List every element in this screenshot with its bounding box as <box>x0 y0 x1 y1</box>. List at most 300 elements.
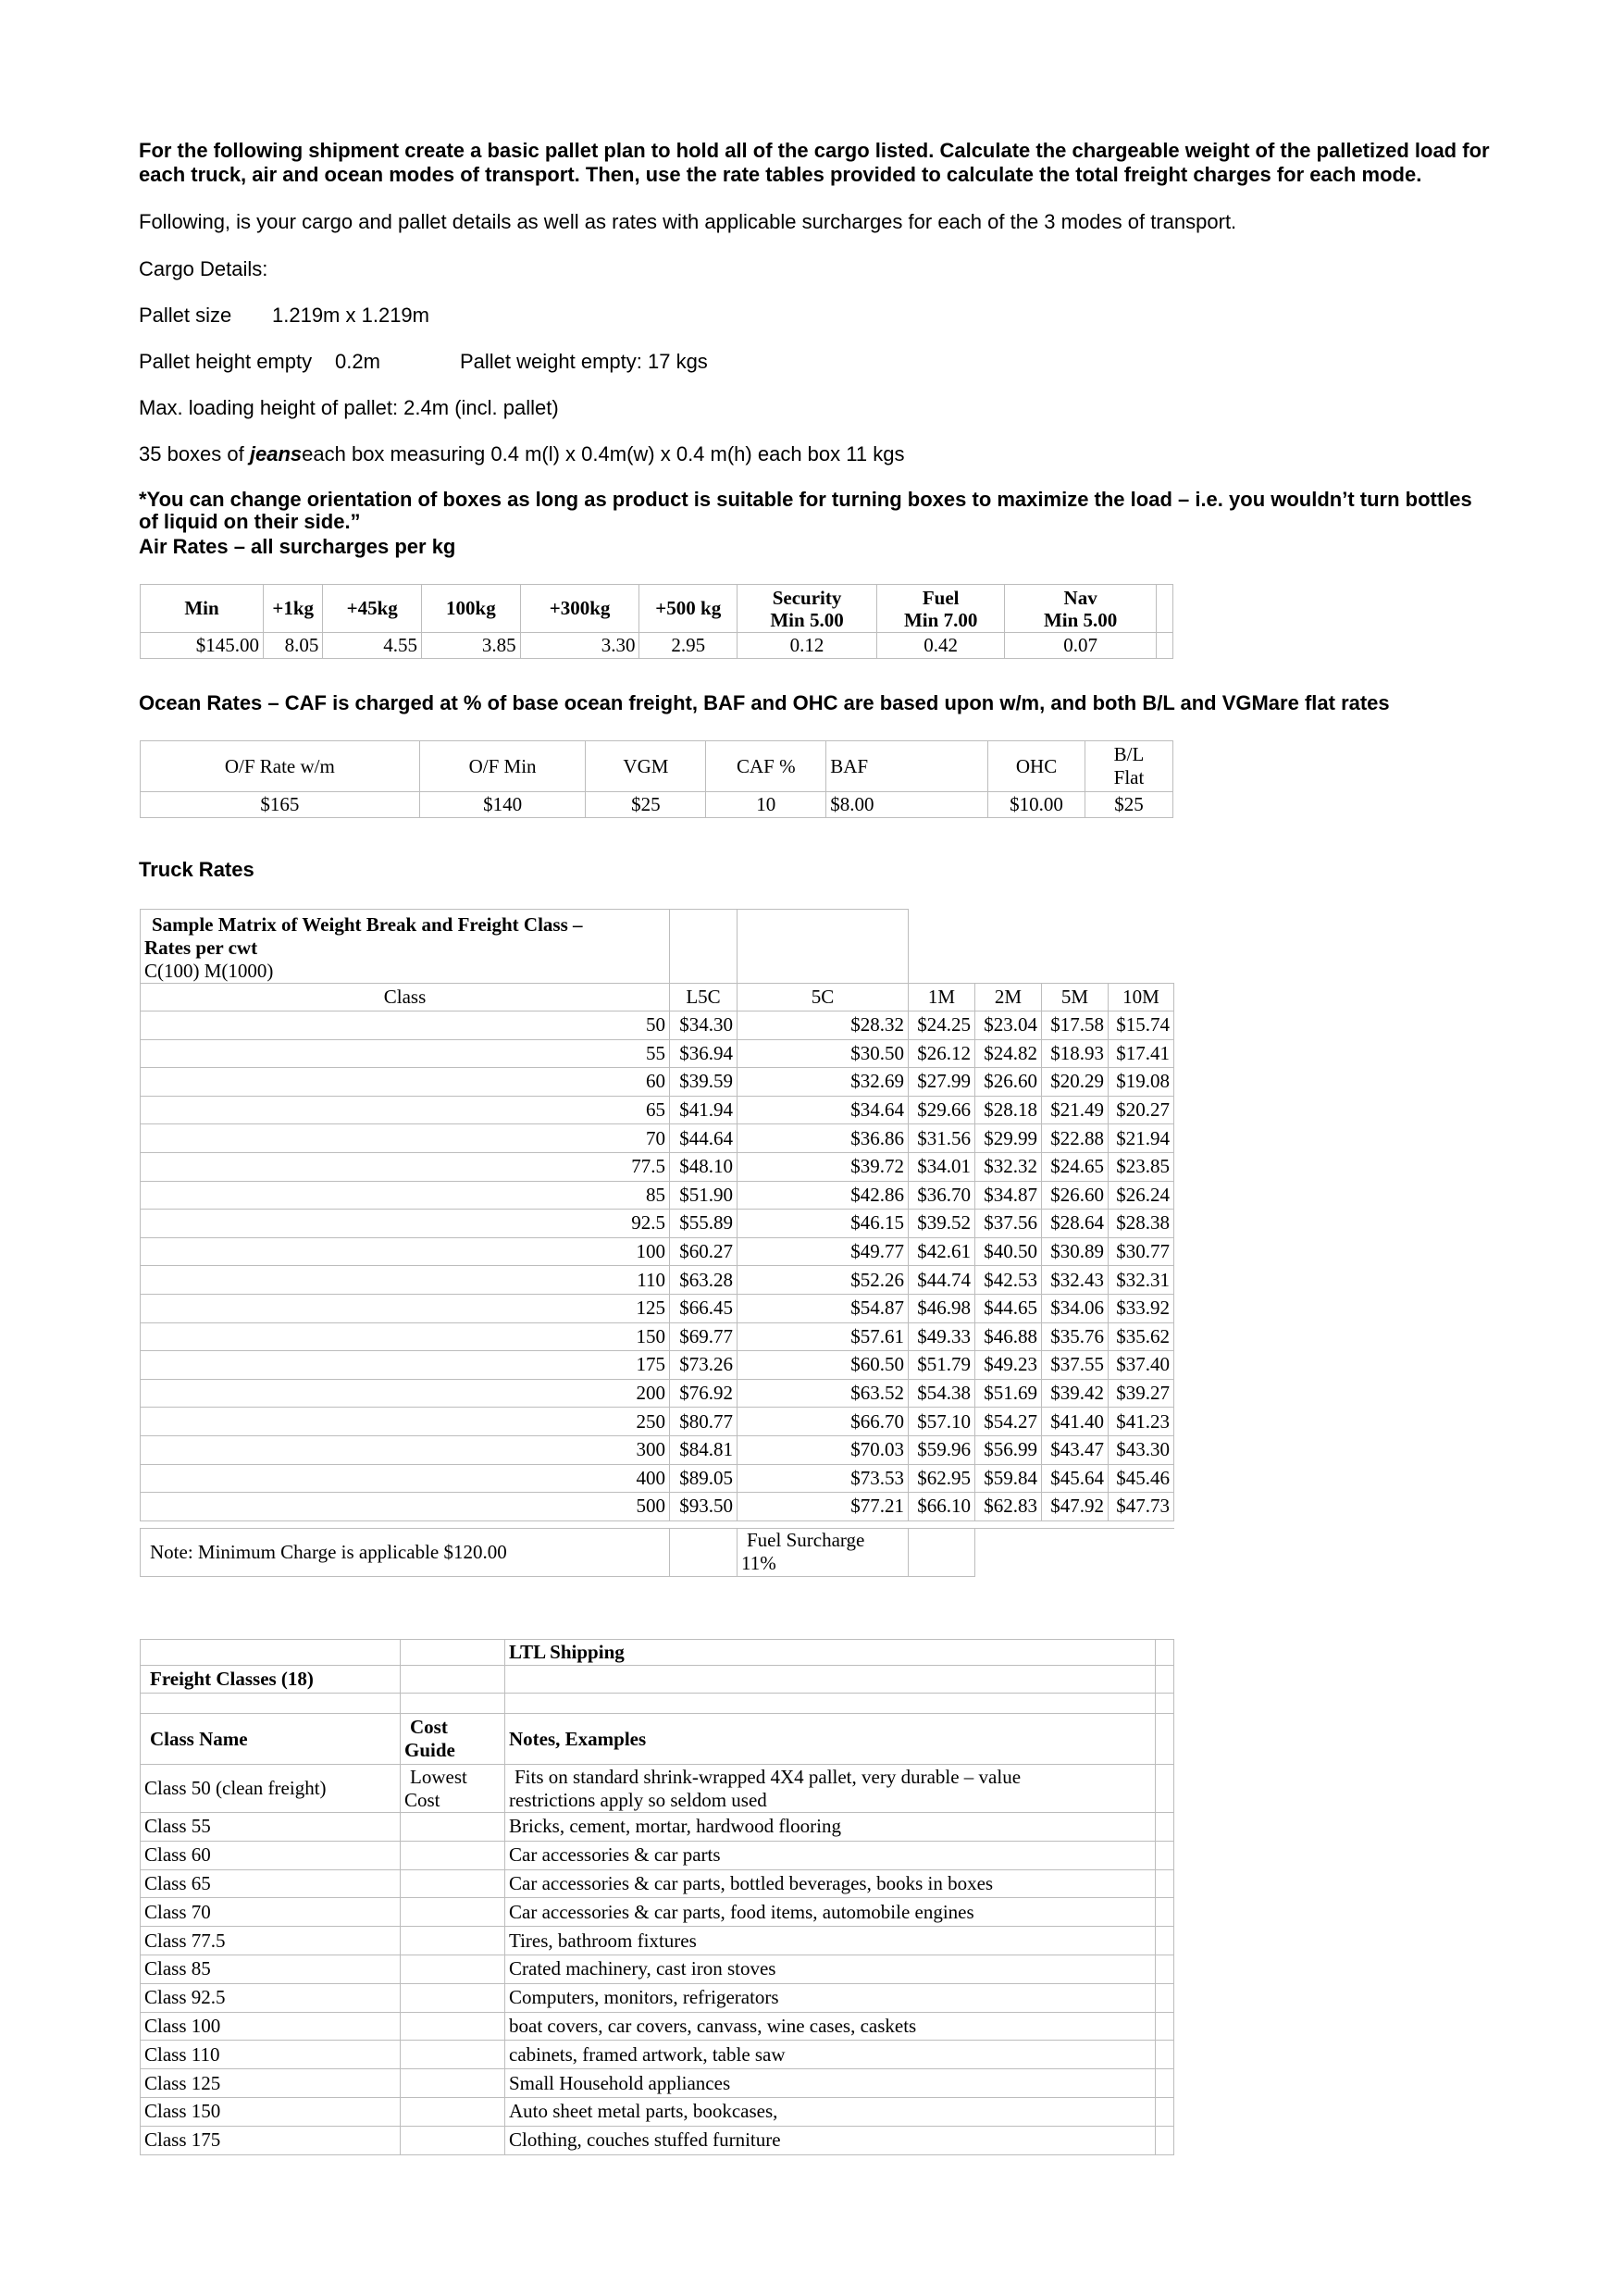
truck-header-row <box>141 984 1174 1011</box>
truck-footer-empty <box>670 1528 738 1576</box>
truck-cell-5m: $28.64 <box>1042 1210 1109 1238</box>
air-value-spacer <box>1156 633 1172 659</box>
truck-cell-5c: $52.26 <box>738 1266 909 1295</box>
truck-cell-5c: $46.15 <box>738 1210 909 1238</box>
blank-3 <box>505 1694 1156 1714</box>
truck-spacer <box>141 1520 1174 1528</box>
truck-cell-l5c: $41.94 <box>670 1096 738 1124</box>
air-header-spacer <box>1156 585 1172 633</box>
truck-cell-2m: $28.18 <box>975 1096 1042 1124</box>
truck-cell-class: 200 <box>141 1379 670 1408</box>
freight-class-cost <box>401 2012 505 2041</box>
truck-cell-2m: $46.88 <box>975 1322 1042 1351</box>
truck-cell-1m: $66.10 <box>909 1493 975 1521</box>
truck-cell-5m: $20.29 <box>1042 1068 1109 1097</box>
orientation-note <box>139 489 1472 533</box>
freight-class-cost <box>401 1898 505 1927</box>
freight-class-name: Class 100 <box>141 2012 401 2041</box>
ocean-header-of-min: O/F Min <box>419 741 586 792</box>
truck-cell-l5c: $80.77 <box>670 1408 738 1436</box>
truck-cell-1m: $51.79 <box>909 1351 975 1380</box>
freight-class-row <box>141 1983 1174 2012</box>
freight-class-cost <box>401 2126 505 2154</box>
freight-class-notes: Auto sheet metal parts, bookcases, <box>505 2097 1156 2126</box>
freight-class-name: Class 77.5 <box>141 1927 401 1955</box>
truck-rate-row <box>141 1435 1174 1464</box>
truck-cell-class: 150 <box>141 1322 670 1351</box>
freight-class-name: Class 110 <box>141 2041 401 2069</box>
truck-cell-1m: $49.33 <box>909 1322 975 1351</box>
truck-rates-table <box>140 909 1174 1577</box>
truck-cell-5c: $30.50 <box>738 1039 909 1068</box>
truck-cell-l5c: $39.59 <box>670 1068 738 1097</box>
ocean-bl-label: B/L <box>1113 743 1145 765</box>
freight-class-cost <box>401 2041 505 2069</box>
truck-cell-10m: $37.40 <box>1109 1351 1174 1380</box>
freight-class-name: Class 125 <box>141 2069 401 2098</box>
truck-rate-row <box>141 1294 1174 1322</box>
truck-cell-l5c: $48.10 <box>670 1152 738 1181</box>
truck-fuel-value: 11% <box>741 1551 776 1574</box>
ocean-value-ohc: $10.00 <box>988 792 1085 818</box>
truck-cell-l5c: $76.92 <box>670 1379 738 1408</box>
truck-cell-1m: $46.98 <box>909 1294 975 1322</box>
air-value-45kg: 4.55 <box>323 633 422 659</box>
truck-rate-row <box>141 1068 1174 1097</box>
truck-header-5m: 5M <box>1042 984 1109 1011</box>
truck-cell-2m: $62.83 <box>975 1493 1042 1521</box>
truck-header-1m: 1M <box>909 984 975 1011</box>
ocean-header-of-rate: O/F Rate w/m <box>141 741 420 792</box>
truck-title-blank <box>909 910 1174 984</box>
air-values-row <box>141 633 1173 659</box>
air-fuel-label: Fuel <box>922 586 960 609</box>
blank-4 <box>1156 1694 1174 1714</box>
truck-rate-row <box>141 1096 1174 1124</box>
freight-class-50-cost-1: Lowest <box>410 1765 467 1788</box>
truck-footer-row <box>141 1528 1174 1576</box>
truck-cell-5m: $30.89 <box>1042 1237 1109 1266</box>
following-text: Following, is your cargo and pallet details as well as rates with applicable surcharges for each of the 3 modes of transport. <box>139 210 1237 233</box>
truck-cell-5c: $66.70 <box>738 1408 909 1436</box>
truck-cell-5m: $43.47 <box>1042 1435 1109 1464</box>
freight-class-spacer <box>1156 1955 1174 1983</box>
truck-min-note: Note: Minimum Charge is applicable $120.00 <box>141 1528 670 1576</box>
truck-cell-5c: $73.53 <box>738 1464 909 1493</box>
truck-cell-1m: $59.96 <box>909 1435 975 1464</box>
air-header-1kg: +1kg <box>264 585 323 633</box>
freight-class-spacer <box>1156 1983 1174 2012</box>
truck-cell-5c: $57.61 <box>738 1322 909 1351</box>
freight-class-50-name: Class 50 (clean freight) <box>141 1765 401 1813</box>
truck-cell-10m: $39.27 <box>1109 1379 1174 1408</box>
freight-class-cost <box>401 2097 505 2126</box>
truck-matrix-title-line1: Sample Matrix of Weight Break and Freight Class – <box>152 913 583 936</box>
orientation-note-line2: of liquid on their side.” <box>139 510 361 533</box>
freight-class-spacer <box>1156 2097 1174 2126</box>
freight-class-name: Class 85 <box>141 1955 401 1983</box>
truck-cell-10m: $21.94 <box>1109 1124 1174 1153</box>
truck-cell-10m: $35.62 <box>1109 1322 1174 1351</box>
air-fuel-min: Min 7.00 <box>903 608 978 631</box>
instructions-paragraph: For the following shipment create a basic pallet plan to hold all of the cargo listed. Calculate the chargeable weight of the palletized load for each truck, air and ocean modes of transport. Then, use the rate tables provided to calculate the total freight charges for each mode. <box>139 139 1490 186</box>
truck-cell-2m: $44.65 <box>975 1294 1042 1322</box>
truck-spacer-row <box>141 1520 1174 1528</box>
pallet-size-label: Pallet size <box>139 304 232 327</box>
truck-cell-l5c: $55.89 <box>670 1210 738 1238</box>
truck-rate-row <box>141 1408 1174 1436</box>
freight-class-spacer <box>1156 2126 1174 2154</box>
air-header-security <box>738 585 877 633</box>
freight-title-row <box>141 1666 1174 1694</box>
freight-class-name: Class 55 <box>141 1813 401 1842</box>
truck-cell-1m: $54.38 <box>909 1379 975 1408</box>
freight-class-cost <box>401 2069 505 2098</box>
truck-cell-2m: $56.99 <box>975 1435 1042 1464</box>
air-header-300kg: +300kg <box>520 585 639 633</box>
freight-class-notes: Car accessories & car parts, bottled beverages, books in boxes <box>505 1869 1156 1898</box>
truck-footer-empty-2 <box>909 1528 975 1576</box>
max-height-text: Max. loading height of pallet: 2.4m (incl. pallet) <box>139 396 559 419</box>
truck-cell-5c: $54.87 <box>738 1294 909 1322</box>
ocean-rates-heading: Ocean Rates – CAF is charged at % of base ocean freight, BAF and OHC are based upon w/m, and both B/L and VGMare flat rates <box>139 691 1390 714</box>
truck-cell-l5c: $63.28 <box>670 1266 738 1295</box>
truck-cell-10m: $45.46 <box>1109 1464 1174 1493</box>
ocean-value-baf: $8.00 <box>826 792 988 818</box>
freight-class-rows <box>141 1813 1174 2155</box>
freight-class-name: Class 175 <box>141 2126 401 2154</box>
air-value-1kg: 8.05 <box>264 633 323 659</box>
truck-header-l5c: L5C <box>670 984 738 1011</box>
ocean-bl-flat: Flat <box>1113 766 1145 788</box>
freight-class-row <box>141 1869 1174 1898</box>
truck-cell-1m: $44.74 <box>909 1266 975 1295</box>
ocean-value-bl: $25 <box>1085 792 1173 818</box>
truck-cell-l5c: $51.90 <box>670 1181 738 1210</box>
truck-cell-5c: $60.50 <box>738 1351 909 1380</box>
truck-cell-5m: $39.42 <box>1042 1379 1109 1408</box>
truck-rate-row <box>141 1011 1174 1040</box>
freight-header-spacer <box>1156 1714 1174 1765</box>
boxes-item: jeans <box>249 442 303 465</box>
ocean-value-of-min: $140 <box>419 792 586 818</box>
freight-empty-1 <box>401 1666 505 1694</box>
freight-class-notes: Clothing, couches stuffed furniture <box>505 2126 1156 2154</box>
truck-cell-5c: $39.72 <box>738 1152 909 1181</box>
truck-cell-10m: $41.23 <box>1109 1408 1174 1436</box>
truck-cell-2m: $42.53 <box>975 1266 1042 1295</box>
truck-cell-5m: $34.06 <box>1042 1294 1109 1322</box>
truck-cell-10m: $19.08 <box>1109 1068 1174 1097</box>
truck-cell-1m: $29.66 <box>909 1096 975 1124</box>
freight-classes-table <box>140 1639 1174 2155</box>
truck-cell-5c: $70.03 <box>738 1435 909 1464</box>
truck-header-class: Class <box>141 984 670 1011</box>
freight-class-spacer <box>1156 1813 1174 1842</box>
air-rates-heading: Air Rates – all surcharges per kg <box>139 535 456 558</box>
freight-class-name: Class 65 <box>141 1869 401 1898</box>
ocean-value-caf: 10 <box>706 792 826 818</box>
truck-cell-l5c: $60.27 <box>670 1237 738 1266</box>
truck-cell-5c: $32.69 <box>738 1068 909 1097</box>
truck-cell-5m: $26.60 <box>1042 1181 1109 1210</box>
truck-cell-5m: $18.93 <box>1042 1039 1109 1068</box>
truck-cell-5m: $24.65 <box>1042 1152 1109 1181</box>
truck-fuel-cell <box>738 1528 909 1576</box>
freight-class-name: Class 92.5 <box>141 1983 401 2012</box>
freight-header-class-name: Class Name <box>141 1714 401 1765</box>
truck-cell-10m: $30.77 <box>1109 1237 1174 1266</box>
freight-class-cost <box>401 1813 505 1842</box>
truck-cell-l5c: $89.05 <box>670 1464 738 1493</box>
truck-rate-row <box>141 1181 1174 1210</box>
truck-matrix-subtitle: C(100) M(1000) <box>144 960 274 982</box>
freight-class-row <box>141 1813 1174 1842</box>
truck-cell-class: 92.5 <box>141 1210 670 1238</box>
ocean-value-vgm: $25 <box>586 792 706 818</box>
freight-empty-2 <box>505 1666 1156 1694</box>
air-value-min: $145.00 <box>141 633 264 659</box>
freight-class-row <box>141 1841 1174 1869</box>
air-header-row <box>141 585 1173 633</box>
truck-cell-l5c: $34.30 <box>670 1011 738 1040</box>
freight-class-notes: Car accessories & car parts <box>505 1841 1156 1869</box>
freight-class-name: Class 150 <box>141 2097 401 2126</box>
truck-cell-10m: $26.24 <box>1109 1181 1174 1210</box>
freight-header-cost: Cost <box>410 1716 448 1738</box>
truck-cell-5c: $42.86 <box>738 1181 909 1210</box>
ltl-empty-2 <box>401 1640 505 1666</box>
freight-empty-3 <box>1156 1666 1174 1694</box>
truck-rate-row <box>141 1237 1174 1266</box>
freight-class-50-cost <box>401 1765 505 1813</box>
truck-cell-5c: $63.52 <box>738 1379 909 1408</box>
truck-cell-class: 500 <box>141 1493 670 1521</box>
freight-class-cost <box>401 1955 505 1983</box>
truck-cell-2m: $51.69 <box>975 1379 1042 1408</box>
truck-cell-1m: $26.12 <box>909 1039 975 1068</box>
freight-classes-title: Freight Classes (18) <box>141 1666 401 1694</box>
truck-cell-class: 110 <box>141 1266 670 1295</box>
freight-class-notes: Small Household appliances <box>505 2069 1156 2098</box>
freight-class-notes: boat covers, car covers, canvass, wine cases, caskets <box>505 2012 1156 2041</box>
truck-cell-class: 77.5 <box>141 1152 670 1181</box>
boxes-text <box>139 442 904 466</box>
freight-class-notes: Crated machinery, cast iron stoves <box>505 1955 1156 1983</box>
truck-title-empty-2 <box>738 910 909 984</box>
freight-blank-row <box>141 1694 1174 1714</box>
truck-cell-5m: $47.92 <box>1042 1493 1109 1521</box>
truck-rates-heading: Truck Rates <box>139 858 254 881</box>
freight-class-row <box>141 1898 1174 1927</box>
truck-title-row <box>141 910 1174 984</box>
truck-cell-10m: $15.74 <box>1109 1011 1174 1040</box>
truck-cell-5m: $37.55 <box>1042 1351 1109 1380</box>
truck-cell-10m: $20.27 <box>1109 1096 1174 1124</box>
truck-cell-2m: $54.27 <box>975 1408 1042 1436</box>
truck-cell-1m: $34.01 <box>909 1152 975 1181</box>
truck-cell-5m: $41.40 <box>1042 1408 1109 1436</box>
air-header-fuel <box>877 585 1005 633</box>
truck-rate-row <box>141 1379 1174 1408</box>
truck-cell-10m: $43.30 <box>1109 1435 1174 1464</box>
ltl-title-row <box>141 1640 1174 1666</box>
freight-class-spacer <box>1156 1927 1174 1955</box>
truck-cell-5c: $36.86 <box>738 1124 909 1153</box>
truck-header-2m: 2M <box>975 984 1042 1011</box>
truck-cell-l5c: $93.50 <box>670 1493 738 1521</box>
freight-header-cost-guide <box>401 1714 505 1765</box>
truck-header-5c: 5C <box>738 984 909 1011</box>
air-nav-label: Nav <box>1063 586 1097 609</box>
truck-cell-class: 85 <box>141 1181 670 1210</box>
truck-cell-10m: $47.73 <box>1109 1493 1174 1521</box>
air-security-min: Min 5.00 <box>770 608 844 631</box>
cargo-details-heading: Cargo Details: <box>139 257 268 280</box>
truck-cell-class: 70 <box>141 1124 670 1153</box>
ocean-header-ohc: OHC <box>988 741 1085 792</box>
truck-cell-2m: $40.50 <box>975 1237 1042 1266</box>
truck-cell-class: 400 <box>141 1464 670 1493</box>
truck-cell-1m: $39.52 <box>909 1210 975 1238</box>
ltl-empty-3 <box>1156 1640 1174 1666</box>
air-value-500kg: 2.95 <box>639 633 738 659</box>
truck-cell-1m: $36.70 <box>909 1181 975 1210</box>
truck-fuel-label: Fuel Surcharge <box>747 1528 865 1551</box>
truck-cell-l5c: $84.81 <box>670 1435 738 1464</box>
freight-class-notes: cabinets, framed artwork, table saw <box>505 2041 1156 2069</box>
freight-class-50-notes <box>505 1765 1156 1813</box>
boxes-text-pre: 35 boxes of <box>139 442 250 465</box>
freight-class-spacer <box>1156 1841 1174 1869</box>
freight-class-notes: Computers, monitors, refrigerators <box>505 1983 1156 2012</box>
freight-class-spacer <box>1156 1898 1174 1927</box>
freight-class-cost <box>401 1869 505 1898</box>
truck-rate-row <box>141 1124 1174 1153</box>
truck-cell-2m: $29.99 <box>975 1124 1042 1153</box>
air-value-security: 0.12 <box>738 633 877 659</box>
truck-cell-l5c: $73.26 <box>670 1351 738 1380</box>
freight-class-spacer <box>1156 2069 1174 2098</box>
truck-cell-class: 60 <box>141 1068 670 1097</box>
ocean-header-vgm: VGM <box>586 741 706 792</box>
truck-cell-l5c: $66.45 <box>670 1294 738 1322</box>
truck-header-10m: 10M <box>1109 984 1174 1011</box>
air-header-nav <box>1005 585 1157 633</box>
truck-rate-row <box>141 1351 1174 1380</box>
truck-cell-1m: $62.95 <box>909 1464 975 1493</box>
truck-cell-class: 65 <box>141 1096 670 1124</box>
freight-class-notes: Car accessories & car parts, food items, automobile engines <box>505 1898 1156 1927</box>
truck-cell-10m: $17.41 <box>1109 1039 1174 1068</box>
truck-rate-row <box>141 1322 1174 1351</box>
truck-matrix-title-line2: Rates per cwt <box>144 937 258 959</box>
truck-cell-2m: $32.32 <box>975 1152 1042 1181</box>
freight-row-class-50 <box>141 1765 1174 1813</box>
truck-cell-class: 125 <box>141 1294 670 1322</box>
freight-class-cost <box>401 1841 505 1869</box>
truck-matrix-title <box>141 910 670 984</box>
truck-rate-rows <box>141 1011 1174 1521</box>
truck-cell-2m: $49.23 <box>975 1351 1042 1380</box>
truck-cell-10m: $32.31 <box>1109 1266 1174 1295</box>
freight-class-row <box>141 2069 1174 2098</box>
ocean-header-bl <box>1085 741 1173 792</box>
truck-cell-5m: $45.64 <box>1042 1464 1109 1493</box>
ltl-empty-1 <box>141 1640 401 1666</box>
truck-rate-row <box>141 1039 1174 1068</box>
air-header-min: Min <box>141 585 264 633</box>
blank-1 <box>141 1694 401 1714</box>
truck-cell-1m: $24.25 <box>909 1011 975 1040</box>
truck-cell-l5c: $36.94 <box>670 1039 738 1068</box>
pallet-size-value: 1.219m x 1.219m <box>272 304 429 327</box>
truck-cell-5m: $35.76 <box>1042 1322 1109 1351</box>
boxes-text-post: each box measuring 0.4 m(l) x 0.4m(w) x 0.4 m(h) each box 11 kgs <box>302 442 905 465</box>
truck-rate-row <box>141 1464 1174 1493</box>
truck-cell-5c: $77.21 <box>738 1493 909 1521</box>
ocean-rates-table <box>140 740 1173 818</box>
truck-cell-5c: $49.77 <box>738 1237 909 1266</box>
orientation-note-line1: *You can change orientation of boxes as long as product is suitable for turning boxes to maximize the load – i.e. you wouldn’t turn bottles <box>139 488 1472 511</box>
truck-title-empty-1 <box>670 910 738 984</box>
truck-rate-row <box>141 1210 1174 1238</box>
blank-2 <box>401 1694 505 1714</box>
truck-rate-row <box>141 1266 1174 1295</box>
truck-cell-class: 55 <box>141 1039 670 1068</box>
freight-class-row <box>141 2041 1174 2069</box>
truck-footer-blank <box>975 1528 1174 1576</box>
truck-cell-1m: $57.10 <box>909 1408 975 1436</box>
air-value-300kg: 3.30 <box>520 633 639 659</box>
truck-rate-row <box>141 1152 1174 1181</box>
truck-cell-2m: $34.87 <box>975 1181 1042 1210</box>
truck-cell-class: 100 <box>141 1237 670 1266</box>
truck-cell-5m: $21.49 <box>1042 1096 1109 1124</box>
truck-cell-class: 50 <box>141 1011 670 1040</box>
truck-cell-10m: $33.92 <box>1109 1294 1174 1322</box>
pallet-weight-text: Pallet weight empty: 17 kgs <box>460 350 708 373</box>
freight-header-row <box>141 1714 1174 1765</box>
truck-cell-5m: $17.58 <box>1042 1011 1109 1040</box>
truck-cell-class: 250 <box>141 1408 670 1436</box>
freight-class-50-notes-1: Fits on standard shrink-wrapped 4X4 pallet, very durable – value <box>514 1765 1022 1788</box>
truck-cell-5m: $22.88 <box>1042 1124 1109 1153</box>
air-rates-table <box>140 584 1173 659</box>
truck-cell-1m: $27.99 <box>909 1068 975 1097</box>
air-security-label: Security <box>772 586 842 609</box>
air-header-45kg: +45kg <box>323 585 422 633</box>
ocean-header-caf: CAF % <box>706 741 826 792</box>
air-header-500kg: +500 kg <box>639 585 738 633</box>
freight-header-notes: Notes, Examples <box>505 1714 1156 1765</box>
pallet-height-value: 0.2m <box>335 350 380 373</box>
truck-cell-10m: $23.85 <box>1109 1152 1174 1181</box>
freight-class-50-notes-2: restrictions apply so seldom used <box>509 1788 767 1811</box>
freight-class-row <box>141 2097 1174 2126</box>
freight-class-row <box>141 2126 1174 2154</box>
air-value-fuel: 0.42 <box>877 633 1005 659</box>
truck-cell-class: 175 <box>141 1351 670 1380</box>
truck-cell-5c: $28.32 <box>738 1011 909 1040</box>
freight-class-spacer <box>1156 2012 1174 2041</box>
truck-cell-2m: $23.04 <box>975 1011 1042 1040</box>
truck-cell-5c: $34.64 <box>738 1096 909 1124</box>
air-value-100kg: 3.85 <box>422 633 521 659</box>
truck-cell-l5c: $44.64 <box>670 1124 738 1153</box>
truck-cell-2m: $26.60 <box>975 1068 1042 1097</box>
truck-cell-class: 300 <box>141 1435 670 1464</box>
